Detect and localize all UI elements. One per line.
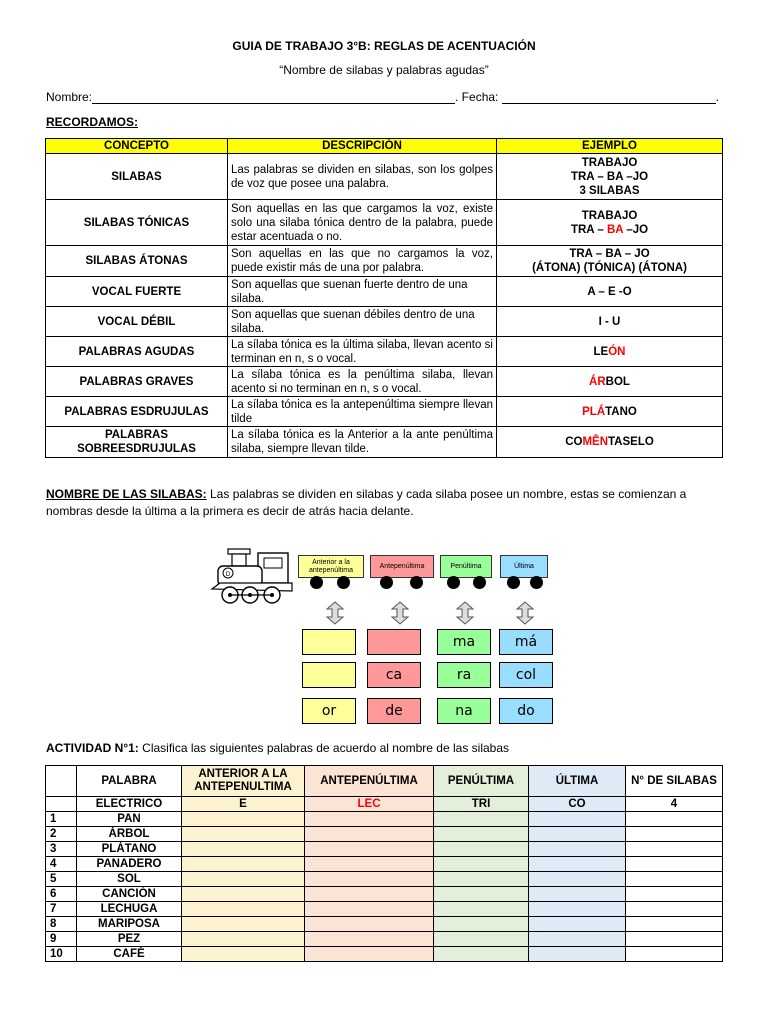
word-cell: LECHUGA [77,902,182,917]
tonic-syllable: MÊN [582,436,608,448]
answer-cell[interactable] [626,947,723,962]
wheel-icon [310,576,323,589]
word-cell: PAN [77,812,182,827]
example-cell [497,246,723,277]
header-ultima: ÚLTIMA [529,766,626,797]
table-row [46,427,723,458]
answer-cell[interactable] [434,887,529,902]
example-cell [497,367,723,397]
wagon-label-anterior-antepenultima: Anterior a la antepenúltima [298,555,364,578]
tonic-syllable: ÓN [608,345,626,358]
tonic-syllable: ÁR [589,375,606,388]
concept-cell: PALABRAS SOBREESDRUJULAS [46,427,228,458]
date-label: . Fecha: [455,90,499,104]
page-subtitle: “Nombre de silabas y palabras agudas” [279,63,489,77]
table-row [46,397,723,427]
row-number: 7 [46,902,77,917]
double-arrow-icon [390,601,410,625]
table-row [46,307,723,337]
answer-cell[interactable] [434,842,529,857]
header-concepto: CONCEPTO [46,139,228,154]
answer-cell[interactable] [305,902,434,917]
wheel-icon [507,576,520,589]
concept-cell: PALABRAS AGUDAS [46,337,228,367]
answer-cell[interactable] [626,902,723,917]
answer-cell[interactable] [529,827,626,842]
table-row [46,337,723,367]
answer-cell[interactable] [305,857,434,872]
row-number: 2 [46,827,77,842]
answer-cell[interactable] [182,902,305,917]
answer-cell[interactable] [626,857,723,872]
table-row [46,246,723,277]
tonic-syllable: BA [606,223,624,236]
train-icon [208,545,294,605]
concepts-header-row [46,139,723,154]
example-cell: A – E -O [497,277,723,307]
answer-cell[interactable] [529,857,626,872]
word-cell: PEZ [77,932,182,947]
example-line: 3 SILABAS [579,184,640,197]
example-part: TRA – [570,223,607,236]
answer-cell[interactable] [529,902,626,917]
header-anterior: ANTERIOR A LA ANTEPENULTIMA [182,766,305,797]
table-row [46,887,723,902]
answer-cell[interactable] [305,947,434,962]
word-cell: SOL [77,872,182,887]
description-cell: Las palabras se dividen en silabas, son los golpes de voz que posee una palabra. [228,154,497,200]
answer-cell[interactable] [305,917,434,932]
actividad-heading: ACTIVIDAD N°1: [46,741,139,755]
word-cell: ÁRBOL [77,827,182,842]
word-cell: PANADERO [77,857,182,872]
example-cell [497,397,723,427]
concept-cell: SILABAS ÁTONAS [46,246,228,277]
answer-cell[interactable] [434,917,529,932]
example-line: TRABAJO [581,209,638,222]
table-row [46,277,723,307]
wheel-icon [473,576,486,589]
answer-cell[interactable] [626,812,723,827]
concept-cell: VOCAL DÉBIL [46,307,228,337]
answer-cell[interactable] [305,887,434,902]
row-number: 10 [46,947,77,962]
header-penultima: PENÚLTIMA [434,766,529,797]
example-cell [497,337,723,367]
syllable-box [302,629,356,655]
row-number: 6 [46,887,77,902]
answer-cell[interactable] [305,932,434,947]
description-cell: Son aquellas en las que cargamos la voz, existe solo una silaba tónica dentro de la palabra, puede estar acentuada o no. [228,200,497,246]
description-cell: La sílaba tónica es la penúltima silaba, llevan acento si no terminan en n, s o vocal. [228,367,497,397]
example-cell [497,154,723,200]
answer-cell[interactable] [434,872,529,887]
description-cell: Son aquellas que suenan fuerte dentro de una silaba. [228,277,497,307]
answer-cell[interactable] [182,887,305,902]
actividad-table [45,765,723,962]
double-arrow-icon [515,601,535,625]
name-label: Nombre: [46,90,93,104]
answer-cell[interactable] [182,827,305,842]
nombre-silabas-heading: NOMBRE DE LAS SILABAS: [46,487,207,501]
header-palabra: PALABRA [77,766,182,797]
row-number: 8 [46,917,77,932]
row-number [46,797,77,812]
answer-cell[interactable] [305,812,434,827]
page-title: GUIA DE TRABAJO 3°B: REGLAS DE ACENTUACIÓN [232,39,536,53]
syllable-box: ca [367,662,421,688]
answer-cell[interactable] [529,947,626,962]
answer-cell[interactable] [434,932,529,947]
row-number: 4 [46,857,77,872]
answer-cell[interactable] [305,827,434,842]
answer-cell[interactable] [626,872,723,887]
answer-cell[interactable] [182,947,305,962]
syllable-cell: TRI [434,797,529,812]
table-row [46,827,723,842]
table-row [46,154,723,200]
syllable-box: na [437,698,491,724]
example-part: CO [565,436,583,448]
example-row [46,797,723,812]
answer-cell[interactable] [434,947,529,962]
answer-cell[interactable] [626,932,723,947]
concept-cell: PALABRAS ESDRUJULAS [46,397,228,427]
syllable-cell: E [182,797,305,812]
nombre-silabas-paragraph [46,486,722,520]
description-cell: La sílaba tónica es la antepenúltima siempre llevan tilde [228,397,497,427]
wheel-icon [410,576,423,589]
count-cell: 4 [626,797,723,812]
svg-text:D: D [225,572,231,578]
table-row [46,917,723,932]
header-antepenultima: ANTEPENÚLTIMA [305,766,434,797]
row-number: 9 [46,932,77,947]
table-row [46,857,723,872]
description-cell: Son aquellas en las que no cargamos la voz, puede existir más de una por palabra. [228,246,497,277]
wheel-icon [380,576,393,589]
actividad-heading-line [46,741,509,755]
wagon-label-antepenultima: Antepenúltima [370,555,434,578]
example-cell: I - U [497,307,723,337]
syllable-box: má [499,629,553,655]
wheel-icon [337,576,350,589]
answer-cell[interactable] [626,887,723,902]
header-num-silabas: N° DE SILABAS [626,766,723,797]
word-cell: ELECTRICO [77,797,182,812]
double-arrow-icon [325,601,345,625]
header-ejemplo: EJEMPLO [497,139,723,154]
syllable-box: de [367,698,421,724]
syllable-box [367,629,421,655]
table-row [46,367,723,397]
table-row [46,932,723,947]
answer-cell[interactable] [182,932,305,947]
answer-cell[interactable] [305,842,434,857]
table-row [46,947,723,962]
table-row [46,842,723,857]
answer-cell[interactable] [529,872,626,887]
example-part: TASELO [608,436,654,448]
concept-cell: VOCAL FUERTE [46,277,228,307]
tonic-syllable: PLÁ [582,405,606,418]
syllable-box: do [499,698,553,724]
recordamos-heading: RECORDAMOS: [46,115,138,129]
double-arrow-icon [455,601,475,625]
concept-cell: SILABAS TÓNICAS [46,200,228,246]
answer-cell[interactable] [434,812,529,827]
answer-cell[interactable] [434,902,529,917]
answer-cell[interactable] [182,872,305,887]
syllable-box [302,662,356,688]
table-row [46,902,723,917]
answer-cell[interactable] [529,917,626,932]
table-row [46,200,723,246]
example-cell [497,200,723,246]
example-line: TRA – BA –JO [570,170,649,183]
answer-cell[interactable] [305,872,434,887]
example-line: TRA – BA – JO [569,248,650,260]
answer-cell[interactable] [434,857,529,872]
row-number: 5 [46,872,77,887]
answer-cell[interactable] [529,842,626,857]
row-number: 3 [46,842,77,857]
answer-cell[interactable] [626,827,723,842]
answer-cell[interactable] [626,917,723,932]
concepts-table [45,138,723,458]
answer-cell[interactable] [182,917,305,932]
answer-cell[interactable] [434,827,529,842]
syllable-box: ra [437,662,491,688]
example-line: (ÁTONA) (TÓNICA) (ÁTONA) [532,262,687,274]
answer-cell[interactable] [182,812,305,827]
syllable-box: ma [437,629,491,655]
word-cell: MARIPOSA [77,917,182,932]
actividad-header-row [46,766,723,797]
word-cell: CANCIÓN [77,887,182,902]
wheel-icon [530,576,543,589]
concept-cell: SILABAS [46,154,228,200]
row-number: 1 [46,812,77,827]
line-end: . [715,90,720,104]
syllable-box: col [499,662,553,688]
description-cell: Son aquellas que suenan débiles dentro de una silaba. [228,307,497,337]
concept-cell: PALABRAS GRAVES [46,367,228,397]
example-part: TANO [605,405,637,418]
example-line [500,223,719,237]
example-part: LE [593,345,609,358]
syllable-box: or [302,698,356,724]
wagon-label-ultima: Última [500,555,548,578]
header-number [46,766,77,797]
example-cell [497,427,723,458]
description-cell: La sílaba tónica es la Anterior a la ante penúltima silaba, siempre llevan tilde. [228,427,497,458]
name-date-line [46,90,726,104]
answer-cell[interactable] [529,812,626,827]
date-field[interactable] [502,91,716,104]
name-field[interactable] [92,91,455,104]
table-row [46,872,723,887]
example-line: TRABAJO [581,156,638,169]
word-cell: CAFÉ [77,947,182,962]
wheel-icon [447,576,460,589]
wagon-label-penultima: Penúltima [440,555,492,578]
answer-cell[interactable] [182,857,305,872]
example-part: –JO [623,223,649,236]
answer-cell[interactable] [529,887,626,902]
answer-cell[interactable] [626,842,723,857]
nombre-silabas-text: Las palabras se dividen en silabas y cada silaba posee un nombre, estas se comienzan a nombras desde la última a la primera es decir de atrás hacia delante. [46,487,687,518]
example-part: BOL [605,375,630,388]
answer-cell[interactable] [182,842,305,857]
description-cell: La sílaba tónica es la última silaba, llevan acento si terminan en n, s o vocal. [228,337,497,367]
table-row [46,812,723,827]
syllable-cell: CO [529,797,626,812]
word-cell: PLÁTANO [77,842,182,857]
header-descripcion: DESCRIPCIÓN [228,139,497,154]
syllable-cell: LEC [305,797,434,812]
actividad-text: Clasifica las siguientes palabras de acuerdo al nombre de las silabas [138,741,510,755]
answer-cell[interactable] [529,932,626,947]
